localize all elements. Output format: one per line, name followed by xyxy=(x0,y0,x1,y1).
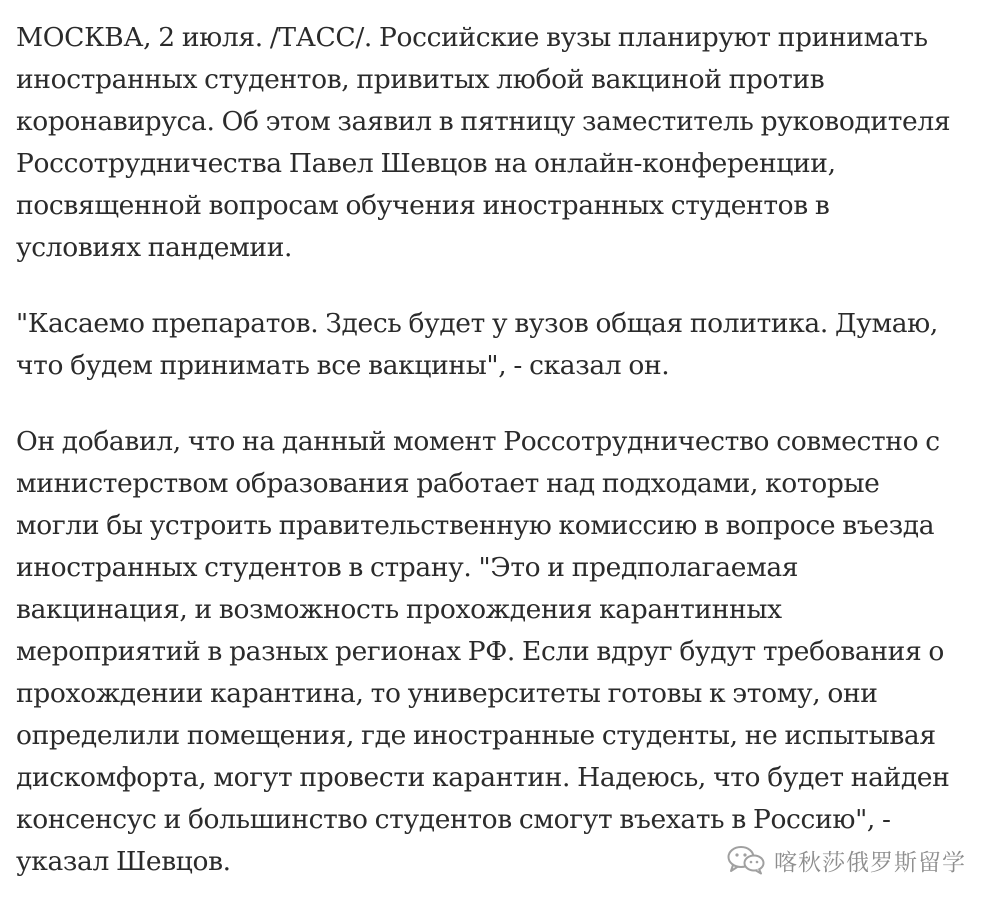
text-line: министерством образования работает над подходами, которые xyxy=(16,468,880,499)
text-line: Он добавил, что на данный момент Россотрудничество совместно с xyxy=(16,426,940,457)
text-line: определили помещения, где иностранные студенты, не испытывая xyxy=(16,720,936,751)
text-line: условиях пандемии. xyxy=(16,232,293,263)
text-line: дискомфорта, могут провести карантин. Надеюсь, что будет найден xyxy=(16,762,950,793)
text-line: консенсус и большинство студентов смогут въехать в Россию", - xyxy=(16,804,891,835)
text-line: вакцинация, и возможность прохождения карантинных xyxy=(16,594,782,625)
text-line: "Касаемо препаратов. Здесь будет у вузов общая политика. Думаю, xyxy=(16,308,938,339)
paragraph-2 xyxy=(16,303,986,387)
text-line: мероприятий в разных регионах РФ. Если вдруг будут требования о xyxy=(16,636,945,667)
paragraph-3 xyxy=(16,421,986,883)
paragraph-1 xyxy=(16,17,986,269)
text-line: Россотрудничества Павел Шевцов на онлайн-конференции, xyxy=(16,148,836,179)
text-line: иностранных студентов в страну. "Это и предполагаемая xyxy=(16,552,799,583)
text-line: что будем принимать все вакцины", - сказал он. xyxy=(16,350,670,381)
text-line: иностранных студентов, привитых любой вакциной против xyxy=(16,64,825,95)
article-body xyxy=(16,17,986,883)
text-line: посвященной вопросам обучения иностранных студентов в xyxy=(16,190,830,221)
watermark xyxy=(726,843,966,877)
text-line: могли бы устроить правительственную комиссию в вопросе въезда xyxy=(16,510,935,541)
wechat-icon xyxy=(726,845,766,875)
text-line: прохождении карантина, то университеты готовы к этому, они xyxy=(16,678,878,709)
watermark-text: 喀秋莎俄罗斯留学 xyxy=(774,849,966,876)
text-line: МОСКВА, 2 июля. /ТАСС/. Российские вузы планируют принимать xyxy=(16,22,928,53)
text-line: коронавируса. Об этом заявил в пятницу заместитель руководителя xyxy=(16,106,951,137)
text-line: указал Шевцов. xyxy=(16,846,231,877)
